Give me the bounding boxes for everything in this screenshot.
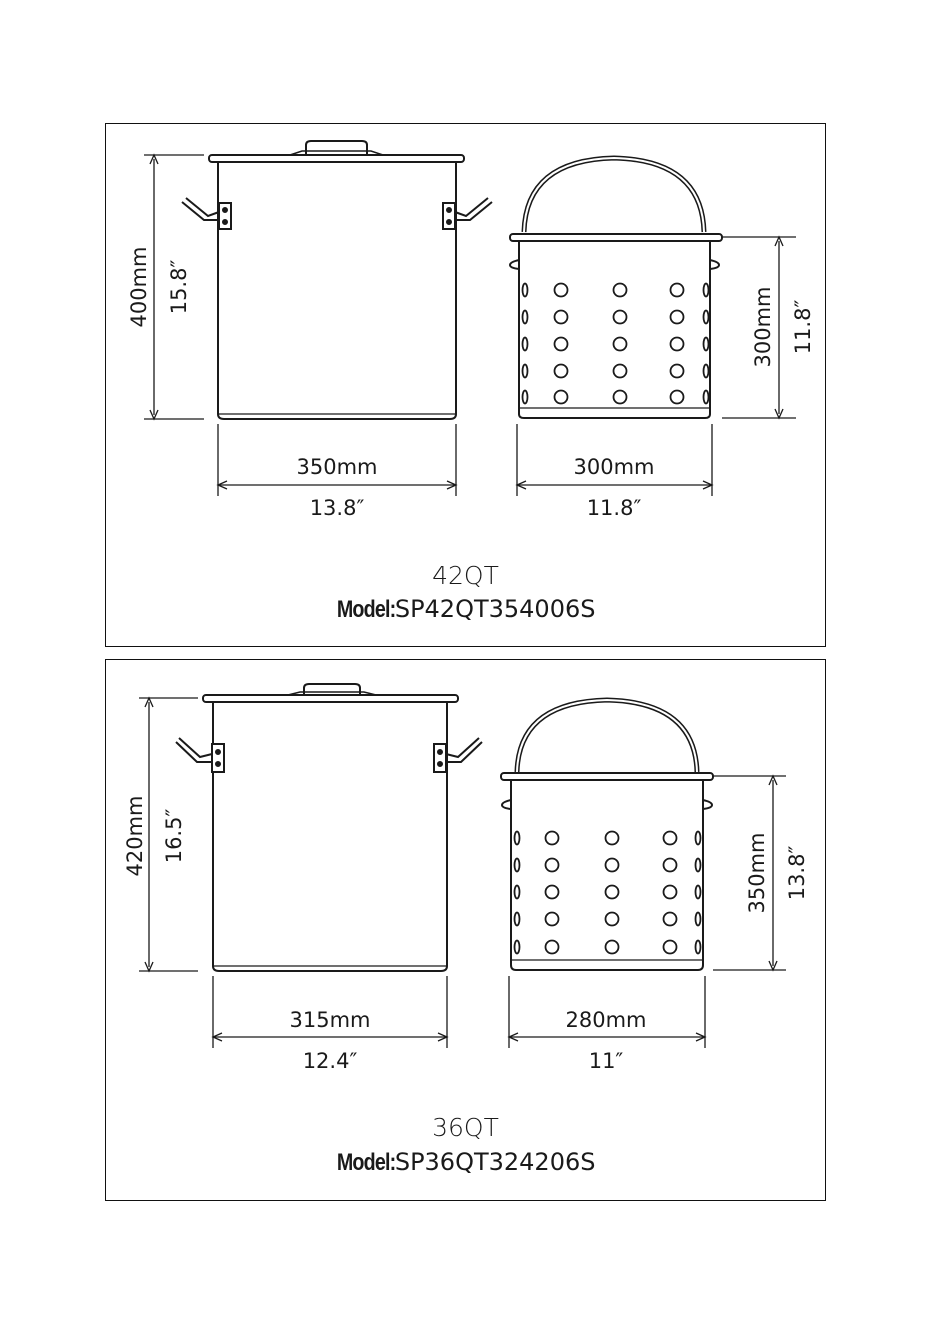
basket-hole	[555, 365, 568, 378]
basket-height-in-label: 13.8″	[785, 845, 809, 901]
product-panel-42qt	[105, 123, 826, 647]
basket-width-mm-label: 300mm	[573, 455, 655, 479]
basket-hole	[696, 859, 701, 872]
basket-hole	[664, 859, 677, 872]
basket-hole	[614, 311, 627, 324]
basket-hole	[515, 886, 520, 899]
model-line	[106, 595, 825, 624]
basket-hole	[523, 338, 528, 351]
basket-hole	[555, 311, 568, 324]
basket-hole	[614, 365, 627, 378]
basket-hole	[671, 391, 684, 404]
basket-hole	[696, 913, 701, 926]
capacity-label: 42QT	[432, 561, 499, 590]
strainer-basket-icon	[510, 158, 722, 418]
capacity-label: 36QT	[432, 1113, 499, 1142]
basket-hole	[614, 338, 627, 351]
basket-hole	[664, 832, 677, 845]
pot-height-in-label: 15.8″	[167, 259, 191, 315]
basket-hole	[546, 886, 559, 899]
basket-hole	[696, 941, 701, 954]
basket-hole	[606, 832, 619, 845]
basket-width-in-label: 11.8″	[586, 496, 642, 520]
basket-hole	[546, 859, 559, 872]
basket-hole	[523, 391, 528, 404]
model-label: Model:	[336, 596, 395, 623]
pot-width-mm-label: 315mm	[289, 1008, 371, 1032]
stock-pot-icon	[176, 684, 482, 971]
basket-height-mm-label: 300mm	[751, 286, 775, 368]
basket-hole	[515, 941, 520, 954]
basket-holes	[515, 832, 701, 954]
model-number: SP36QT324206S	[394, 1148, 596, 1176]
product-panel-36qt	[105, 659, 826, 1201]
basket-hole	[704, 311, 709, 324]
pot-height-mm-label: 420mm	[123, 795, 147, 877]
basket-hole	[546, 913, 559, 926]
basket-hole	[606, 913, 619, 926]
basket-hole	[671, 338, 684, 351]
basket-hole	[546, 941, 559, 954]
pot-height-mm-label: 400mm	[127, 246, 151, 328]
basket-hole	[606, 941, 619, 954]
basket-hole	[664, 913, 677, 926]
basket-hole	[704, 391, 709, 404]
basket-hole	[614, 391, 627, 404]
basket-hole	[704, 284, 709, 297]
basket-hole	[671, 365, 684, 378]
basket-hole	[523, 284, 528, 297]
basket-hole	[671, 284, 684, 297]
basket-hole	[515, 913, 520, 926]
basket-width-in-label: 11″	[588, 1049, 624, 1073]
basket-hole	[704, 365, 709, 378]
basket-hole	[546, 832, 559, 845]
model-number: SP42QT354006S	[394, 595, 596, 623]
basket-hole	[523, 365, 528, 378]
basket-hole	[523, 311, 528, 324]
basket-hole	[515, 859, 520, 872]
basket-hole	[664, 886, 677, 899]
pot-width-mm-label: 350mm	[296, 455, 378, 479]
pot-width-in-label: 13.8″	[309, 496, 365, 520]
basket-hole	[555, 338, 568, 351]
model-label: Model:	[336, 1149, 395, 1176]
basket-hole	[606, 859, 619, 872]
basket-hole	[555, 391, 568, 404]
pot-height-in-label: 16.5″	[162, 808, 186, 864]
basket-hole	[671, 311, 684, 324]
stock-pot-icon	[182, 141, 492, 419]
basket-width-mm-label: 280mm	[565, 1008, 647, 1032]
basket-hole	[606, 886, 619, 899]
basket-height-in-label: 11.8″	[791, 299, 815, 355]
basket-hole	[515, 832, 520, 845]
basket-hole	[614, 284, 627, 297]
basket-hole	[664, 941, 677, 954]
basket-hole	[704, 338, 709, 351]
basket-hole	[555, 284, 568, 297]
model-line	[106, 1148, 825, 1177]
pot-width-in-label: 12.4″	[302, 1049, 358, 1073]
basket-height-mm-label: 350mm	[745, 832, 769, 914]
basket-hole	[696, 886, 701, 899]
basket-hole	[696, 832, 701, 845]
basket-holes	[523, 284, 709, 404]
